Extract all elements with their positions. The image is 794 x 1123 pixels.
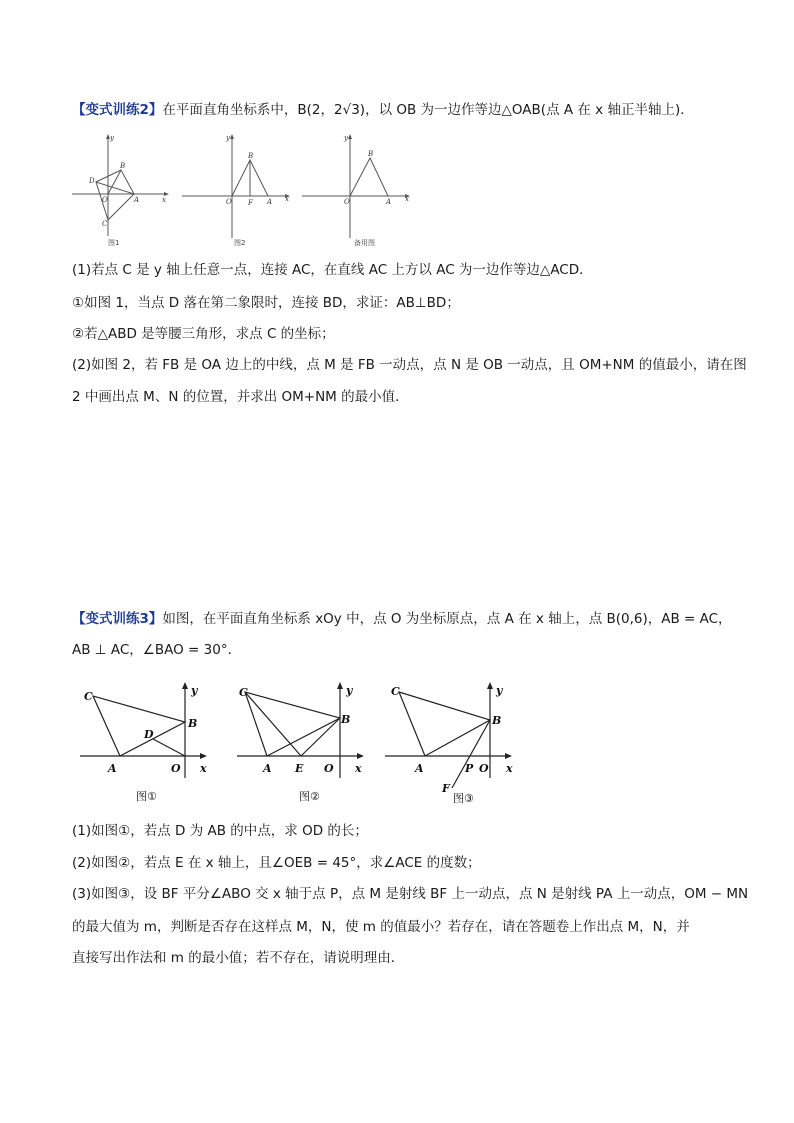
section2-intro-text: 在平面直角坐标系中，B(2，2√3)，以 OB 为一边作等边△OAB(点 A 在 x 轴正半轴上)． [162, 102, 694, 118]
label-d: D [89, 177, 95, 185]
label-y: y [344, 134, 348, 142]
section3-intro-line2: AB ⊥ AC，∠BAO = 30°． [72, 642, 242, 658]
label-o: O [171, 762, 181, 775]
section3-q3-line1: (3)如图③，设 BF 平分∠ABO 交 x 轴于点 P，点 M 是射线 BF 上一动点，点 N 是射线 PA 上一动点，OM − MN [72, 886, 749, 902]
label-a: A [267, 198, 273, 206]
label-y: y [110, 134, 114, 142]
label-y: y [496, 684, 503, 697]
section2-q2-line2: 2 中画出点 M、N 的位置，并求出 OM+NM 的最小值． [72, 389, 409, 405]
segment-ce [245, 692, 301, 756]
label-c: C [102, 220, 108, 228]
section3-q3-line3: 直接写出作法和 m 的最小值；若不存在，请说明理由． [72, 950, 405, 966]
label-o: O [102, 196, 108, 204]
label-a: A [415, 762, 424, 775]
s3-figure-1 [80, 680, 220, 805]
label-o: O [226, 198, 232, 206]
label-p: P [465, 762, 474, 775]
section2-q2-line1: (2)如图 2，若 FB 是 OA 边上的中线，点 M 是 FB 一动点，点 N 是 OB 一动点，且 OM+NM 的值最小，请在图 [72, 357, 747, 373]
section2-q1b: ②若△ABD 是等腰三角形，求点 C 的坐标； [72, 326, 335, 342]
fig-caption: 图2 [234, 239, 246, 247]
label-y: y [346, 684, 353, 697]
label-x: x [506, 762, 513, 775]
section2-intro [72, 100, 694, 120]
label-x: x [405, 195, 409, 203]
section3-q3-line2: 的最大值为 m，判断是否存在这样点 M，N，使 m 的值最小？若存在，请在答题卷上作出点 M，N，并 [72, 919, 690, 935]
section3-q2: (2)如图②，若点 E 在 x 轴上，且∠OEB = 45°，求∠ACE 的度数； [72, 855, 481, 871]
fig-caption: 图1 [108, 239, 120, 247]
triangle-abc [399, 692, 490, 756]
fig-caption: 图② [299, 790, 320, 803]
section3-tag: 【变式训练3】 [72, 611, 163, 627]
s2-figure-2 [182, 130, 294, 248]
label-o: O [344, 198, 350, 206]
s3-figure-2 [237, 680, 377, 805]
label-c: C [84, 690, 93, 703]
section3-q1: (1)如图①，若点 D 为 AB 的中点，求 OD 的长； [72, 823, 368, 839]
label-b: B [368, 150, 374, 158]
label-x: x [162, 196, 166, 204]
section2-q1: (1)若点 C 是 y 轴上任意一点，连接 AC，在直线 AC 上方以 AC 为一边作等边△ACD． [72, 262, 593, 278]
label-a: A [386, 198, 392, 206]
section2-tag: 【变式训练2】 [72, 102, 163, 118]
label-b: B [120, 162, 126, 170]
section3-intro-text: 如图，在平面直角坐标系 xOy 中，点 O 为坐标原点，点 A 在 x 轴上，点 B(0,6)，AB = AC， [162, 611, 732, 627]
label-f: F [442, 782, 450, 795]
section3-intro-line1 [72, 609, 732, 629]
fig-caption: 图① [136, 790, 157, 803]
s2-figure-1 [72, 130, 172, 248]
label-b: B [341, 713, 351, 726]
label-c: C [391, 685, 400, 698]
label-d: D [144, 728, 154, 741]
label-a: A [134, 196, 140, 204]
label-y: y [191, 684, 198, 697]
triangle-oab [350, 158, 388, 196]
label-f: F [248, 199, 253, 207]
section2-q1a: ①如图 1，当点 D 落在第二象限时，连接 BD，求证：AB⊥BD； [72, 295, 460, 311]
segment-eb [301, 718, 340, 756]
label-y: y [226, 134, 230, 142]
fig-caption: 图③ [453, 792, 474, 805]
label-o: O [479, 762, 489, 775]
label-o: O [324, 762, 334, 775]
segment-od [153, 739, 185, 756]
label-x: x [200, 762, 207, 775]
label-e: E [295, 762, 304, 775]
label-a: A [263, 762, 272, 775]
label-x: x [285, 195, 289, 203]
fig-caption: 备用图 [354, 239, 375, 247]
label-x: x [355, 762, 362, 775]
label-b: B [492, 714, 502, 727]
s2-figure-3 [302, 130, 414, 248]
label-b: B [248, 152, 254, 160]
label-a: A [108, 762, 117, 775]
triangle-abc [93, 696, 185, 756]
label-c: C [239, 686, 248, 699]
label-b: B [188, 717, 198, 730]
s3-figure-3 [385, 680, 525, 805]
